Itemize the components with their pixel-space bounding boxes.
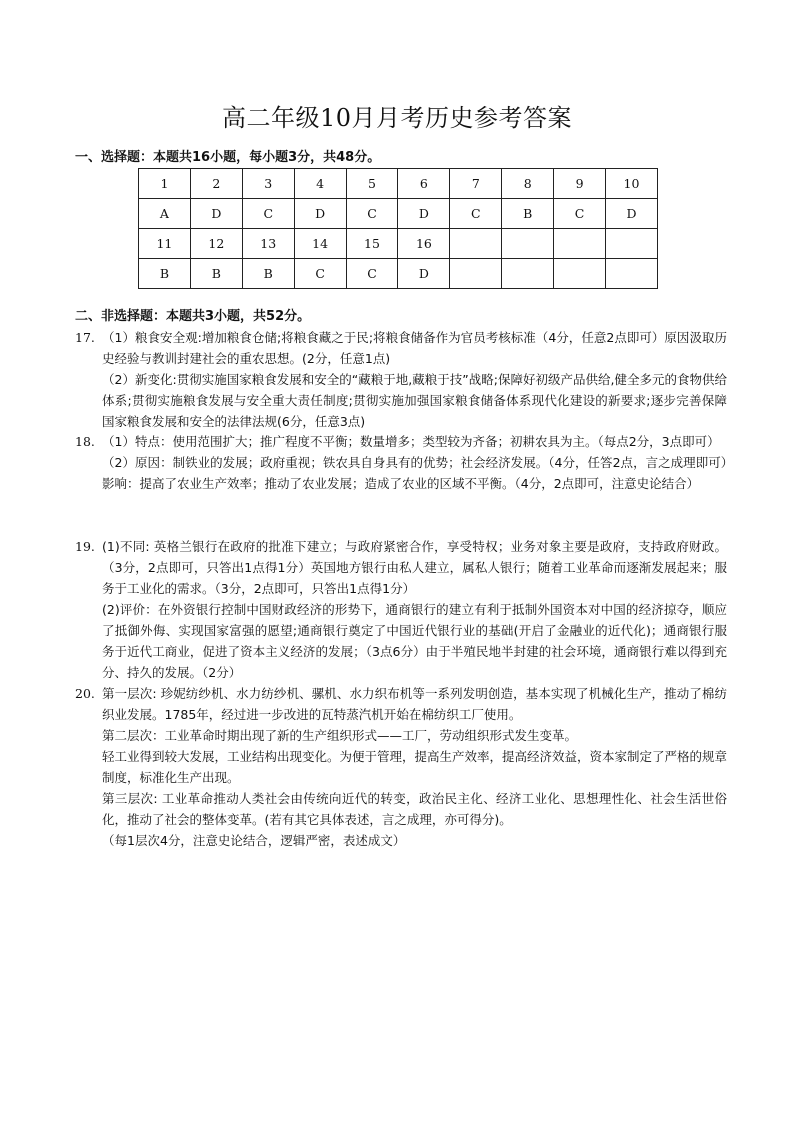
table-row (139, 169, 658, 199)
answer-paragraph: (1)不同: 英格兰银行在政府的批准下建立；与政府紧密合作，享受特权；业务对象主要是政府，支持政府财政。（3分，2点即可，只答出1点得1分）英国地方银行由私人建立，属私人银行；随着工业革命而逐渐发展起来；服务于工业化的需求。（3分，2点即可，只答出1点得1分） (102, 539, 727, 596)
table-cell: B (139, 259, 191, 289)
table-cell: A (139, 199, 191, 229)
table-row (139, 259, 658, 289)
table-cell: B (190, 259, 242, 289)
section-2-heading: 二、非选择题：本题共3小题，共52分。 (75, 309, 311, 324)
table-cell: 5 (346, 169, 398, 199)
table-cell: 3 (242, 169, 294, 199)
table-cell: 12 (190, 229, 242, 259)
answer-paragraph: （每1层次4分，注意史论结合，逻辑严密，表述成文） (102, 833, 406, 848)
table-cell: 9 (554, 169, 606, 199)
answer-paragraph: （2）原因：制铁业的发展；政府重视；铁农具自身具有的优势；社会经济发展。（4分，任答2点，言之成理即可）影响：提高了农业生产效率；推动了农业发展；造成了农业的区域不平衡。（4分，2点即可，注意史论结合） (102, 455, 727, 491)
table-cell (502, 259, 554, 289)
question-number: 20. (75, 686, 95, 701)
question-number: 19. (75, 539, 95, 554)
table-cell: C (554, 199, 606, 229)
table-cell: B (502, 199, 554, 229)
table-cell (450, 229, 502, 259)
answer-table (138, 168, 658, 289)
table-cell: D (294, 199, 346, 229)
table-cell: D (606, 199, 658, 229)
table-cell: 2 (190, 169, 242, 199)
table-cell: 8 (502, 169, 554, 199)
table-cell (450, 259, 502, 289)
answer-paragraph: （1）特点：使用范围扩大；推广程度不平衡；数量增多；类型较为齐备；初耕农具为主。（每点2分，3点即可） (102, 434, 720, 449)
table-cell: C (294, 259, 346, 289)
table-cell: C (346, 199, 398, 229)
page-title: 高二年级10月月考历史参考答案 (221, 104, 573, 132)
answer-paragraph: 第一层次: 珍妮纺纱机、水力纺纱机、骡机、水力织布机等一系列发明创造，基本实现了机械化生产，推动了棉纺织业发展。1785年，经过进一步改进的瓦特蒸汽机开始在棉纺织工厂使用。 (102, 686, 727, 722)
table-cell: 16 (398, 229, 450, 259)
answer-paragraph: 轻工业得到较大发展，工业结构出现变化。为便于管理，提高生产效率，提高经济效益，资本家制定了严格的规章制度，标准化生产出现。 (102, 749, 728, 785)
question-number: 18. (75, 434, 95, 449)
section-1-heading: 一、选择题：本题共16小题，每小题3分，共48分。 (75, 150, 381, 165)
table-cell (554, 259, 606, 289)
answer-paragraph: 第三层次: 工业革命推动人类社会由传统向近代的转变，政治民主化、经济工业化、思想理性化、社会生活世俗化，推动了社会的整体变革。(若有其它具体表述，言之成理，亦可得分)。 (102, 791, 727, 827)
table-cell (606, 229, 658, 259)
table-cell: C (450, 199, 502, 229)
table-cell: 11 (139, 229, 191, 259)
answer-paragraph: 第二层次：工业革命时期出现了新的生产组织形式——工厂，劳动组织形式发生变革。 (102, 728, 578, 743)
table-cell: 13 (242, 229, 294, 259)
table-cell: B (242, 259, 294, 289)
table-cell: 4 (294, 169, 346, 199)
table-cell: 15 (346, 229, 398, 259)
table-cell: D (398, 259, 450, 289)
table-cell: 14 (294, 229, 346, 259)
answer-paragraph: （2）新变化:贯彻实施国家粮食发展和安全的“藏粮于地,藏粮于技”战略;保障好初级产品供给,健全多元的食物供给体系;贯彻实施粮食发展与安全重大责任制度;贯彻实施加强国家粮食储备体系现代化建设的新要求;逐步完善保障国家粮食发展和安全的法律法规(6分，任意3点) (102, 372, 727, 429)
table-cell (606, 259, 658, 289)
table-cell: D (190, 199, 242, 229)
table-cell: C (242, 199, 294, 229)
question-17-answer (75, 327, 727, 432)
table-row (139, 199, 658, 229)
question-20-answer (75, 683, 727, 851)
table-cell: 1 (139, 169, 191, 199)
answer-paragraph: (2)评价：在外资银行控制中国财政经济的形势下，通商银行的建立有利于抵制外国资本对中国的经济掠夺，顺应了抵御外侮、实现国家富强的愿望;通商银行奠定了中国近代银行业的基础(开启了金融业的近代化)；通商银行服务于近代工商业，促进了资本主义经济的发展；（3点6分）由于半殖民地半封建的社会环境，通商银行难以得到充分、持久的发展。（2分） (102, 602, 727, 680)
table-cell: 6 (398, 169, 450, 199)
question-18-answer (75, 431, 727, 494)
question-19-answer (75, 536, 727, 683)
answer-paragraph: （1）粮食安全观:增加粮食仓储;将粮食藏之于民;将粮食储备作为官员考核标准（4分，任意2点即可）原因汲取历史经验与教训封建社会的重农思想。(2分，任意1点) (102, 330, 727, 366)
table-cell: 7 (450, 169, 502, 199)
question-number: 17. (75, 330, 95, 345)
table-row (139, 229, 658, 259)
table-cell (502, 229, 554, 259)
table-cell: D (398, 199, 450, 229)
table-cell (554, 229, 606, 259)
table-cell: C (346, 259, 398, 289)
table-cell: 10 (606, 169, 658, 199)
